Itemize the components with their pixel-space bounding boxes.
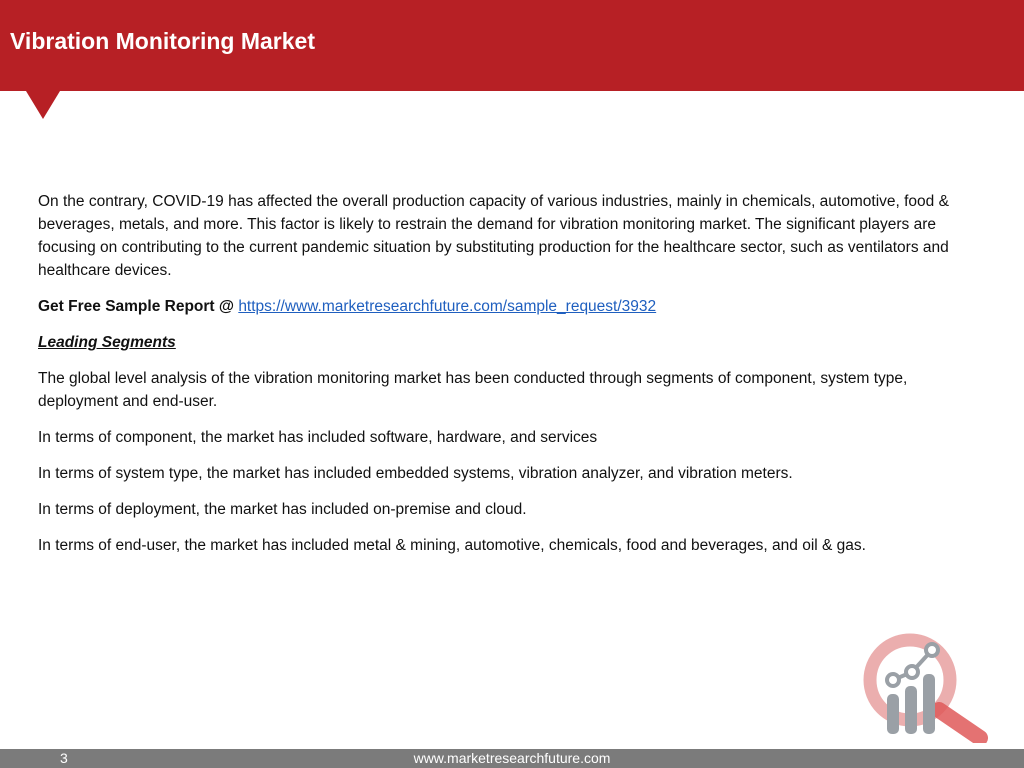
system-type-paragraph: In terms of system type, the market has included embedded systems, vibration analyzer, and vibration meters. [38, 465, 793, 482]
end-user-paragraph: In terms of end-user, the market has included metal & mining, automotive, chemicals, food and beverages, and oil & gas. [38, 537, 866, 554]
sample-report-line [38, 295, 990, 318]
segments-heading: Leading Segments [38, 334, 176, 351]
analysis-paragraph: The global level analysis of the vibration monitoring market has been conducted through segments of component, system type, deployment and end-user. [38, 370, 908, 410]
page-number: 3 [60, 750, 68, 766]
slide-body [38, 190, 990, 570]
slide-header [0, 0, 1024, 91]
magnifier-chart-icon [862, 628, 992, 743]
covid-paragraph: On the contrary, COVID-19 has affected the overall production capacity of various industries, mainly in chemicals, automotive, food & beverages, metals, and more. This factor is likely to restrain the demand for vibration monitoring market. The significant players are focusing on contributing to the current pandemic situation by substituting production for the healthcare sector, such as ventilators and healthcare devices. [38, 193, 949, 279]
component-paragraph: In terms of component, the market has included software, hardware, and services [38, 429, 598, 446]
slide-footer [0, 749, 1024, 768]
segments-heading-line [38, 331, 990, 354]
deployment-paragraph: In terms of deployment, the market has included on-premise and cloud. [38, 501, 527, 518]
slide-title: Vibration Monitoring Market [10, 28, 315, 54]
sample-report-link[interactable]: https://www.marketresearchfuture.com/sample_request/3932 [238, 298, 657, 315]
footer-url: www.marketresearchfuture.com [413, 750, 611, 766]
sample-report-label: Get Free Sample Report @ [38, 298, 239, 315]
header-notch [26, 91, 60, 119]
